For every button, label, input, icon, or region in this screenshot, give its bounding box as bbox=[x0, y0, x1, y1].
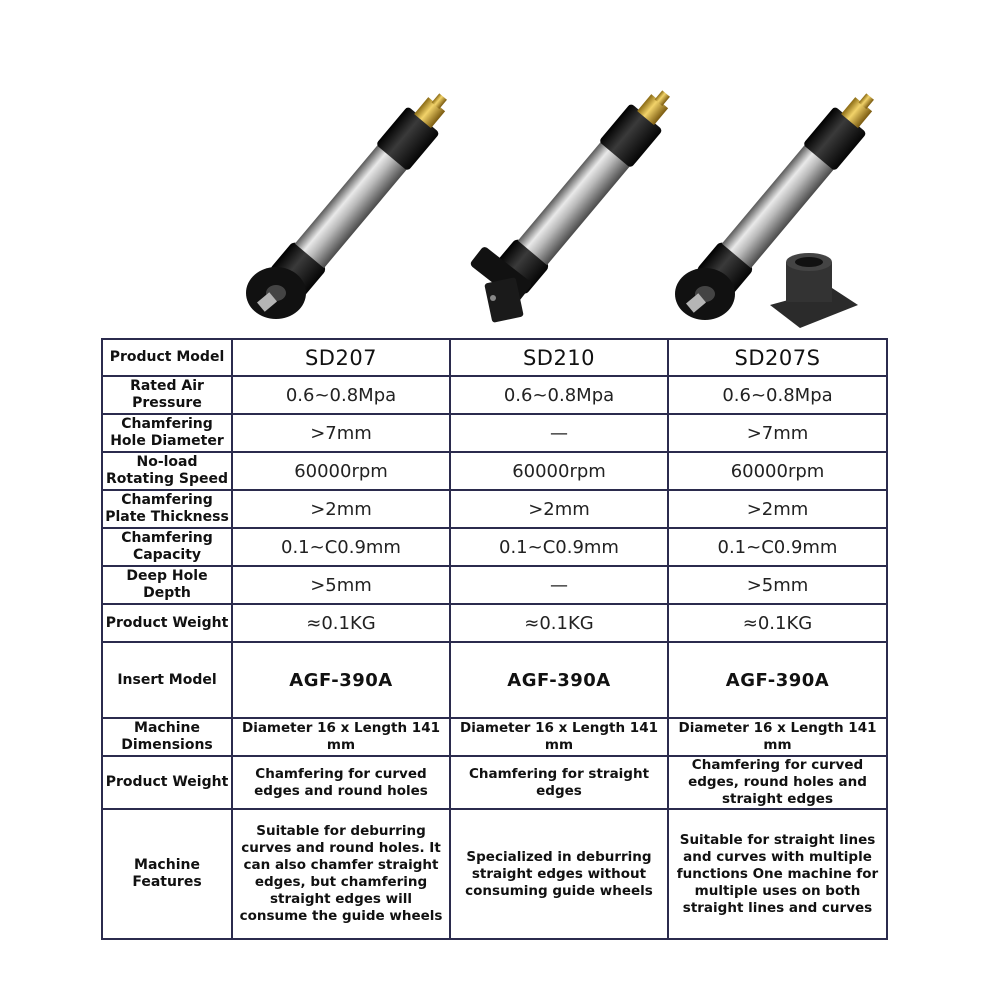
row-label: Product Weight bbox=[102, 756, 232, 809]
row-label: Machine Features bbox=[102, 809, 232, 939]
cell-value: Diameter 16 x Length 141 mm bbox=[668, 718, 887, 756]
cell-value: Chamfering for straight edges bbox=[450, 756, 668, 809]
row-label: Chamfering Plate Thickness bbox=[102, 490, 232, 528]
table-row bbox=[102, 756, 887, 809]
table-row bbox=[102, 718, 887, 756]
cell-value: AGF-390A bbox=[232, 642, 450, 718]
cell-value: Diameter 16 x Length 141 mm bbox=[232, 718, 450, 756]
sd207-tool-image bbox=[246, 82, 460, 319]
table-row bbox=[102, 414, 887, 452]
spec-table bbox=[101, 338, 888, 940]
cell-value: Chamfering for curved edges and round holes bbox=[232, 756, 450, 809]
cell-value: 0.1~C0.9mm bbox=[668, 528, 887, 566]
cell-value: AGF-390A bbox=[450, 642, 668, 718]
row-label: Chamfering Hole Diameter bbox=[102, 414, 232, 452]
cell-value: >7mm bbox=[232, 414, 450, 452]
cell-value: >7mm bbox=[668, 414, 887, 452]
product-images bbox=[0, 0, 1000, 340]
table-row bbox=[102, 642, 887, 718]
cell-value: SD210 bbox=[450, 339, 668, 376]
cell-value: 0.6~0.8Mpa bbox=[450, 376, 668, 414]
table-row bbox=[102, 566, 887, 604]
cell-value: Specialized in deburring straight edges without consuming guide wheels bbox=[450, 809, 668, 939]
sd207s-tool-image bbox=[675, 82, 887, 328]
table-row bbox=[102, 809, 887, 939]
row-label: Machine Dimensions bbox=[102, 718, 232, 756]
cell-value: ≈0.1KG bbox=[668, 604, 887, 642]
table-row bbox=[102, 604, 887, 642]
table-row bbox=[102, 339, 887, 376]
cell-value: AGF-390A bbox=[668, 642, 887, 718]
table-row bbox=[102, 452, 887, 490]
cell-value: Suitable for deburring curves and round holes. It can also chamfer straight edges, but chamfering straight edges will consume the guide wheels bbox=[232, 809, 450, 939]
cell-value: 0.1~C0.9mm bbox=[450, 528, 668, 566]
row-label: Chamfering Capacity bbox=[102, 528, 232, 566]
row-label: Rated Air Pressure bbox=[102, 376, 232, 414]
cell-value: Chamfering for curved edges, round holes and straight edges bbox=[668, 756, 887, 809]
cell-value: >2mm bbox=[232, 490, 450, 528]
row-label: No-load Rotating Speed bbox=[102, 452, 232, 490]
cell-value: ≈0.1KG bbox=[450, 604, 668, 642]
cell-value: 0.1~C0.9mm bbox=[232, 528, 450, 566]
cell-value: SD207 bbox=[232, 339, 450, 376]
cell-value: >5mm bbox=[668, 566, 887, 604]
cell-value: >2mm bbox=[668, 490, 887, 528]
cell-value: 0.6~0.8Mpa bbox=[668, 376, 887, 414]
cell-value: 60000rpm bbox=[450, 452, 668, 490]
cell-value: Suitable for straight lines and curves with multiple functions One machine for multiple uses on both straight lines and curves bbox=[668, 809, 887, 939]
sd210-tool-image bbox=[469, 79, 683, 322]
cell-value: — bbox=[450, 566, 668, 604]
cell-value: SD207S bbox=[668, 339, 887, 376]
cell-value: Diameter 16 x Length 141 mm bbox=[450, 718, 668, 756]
table-row bbox=[102, 376, 887, 414]
row-label: Deep Hole Depth bbox=[102, 566, 232, 604]
table-row bbox=[102, 528, 887, 566]
table-row bbox=[102, 490, 887, 528]
row-label: Product Model bbox=[102, 339, 232, 376]
cell-value: >5mm bbox=[232, 566, 450, 604]
cell-value: 60000rpm bbox=[232, 452, 450, 490]
row-label: Product Weight bbox=[102, 604, 232, 642]
cell-value: >2mm bbox=[450, 490, 668, 528]
cell-value: ≈0.1KG bbox=[232, 604, 450, 642]
cell-value: — bbox=[450, 414, 668, 452]
cell-value: 60000rpm bbox=[668, 452, 887, 490]
cell-value: 0.6~0.8Mpa bbox=[232, 376, 450, 414]
row-label: Insert Model bbox=[102, 642, 232, 718]
